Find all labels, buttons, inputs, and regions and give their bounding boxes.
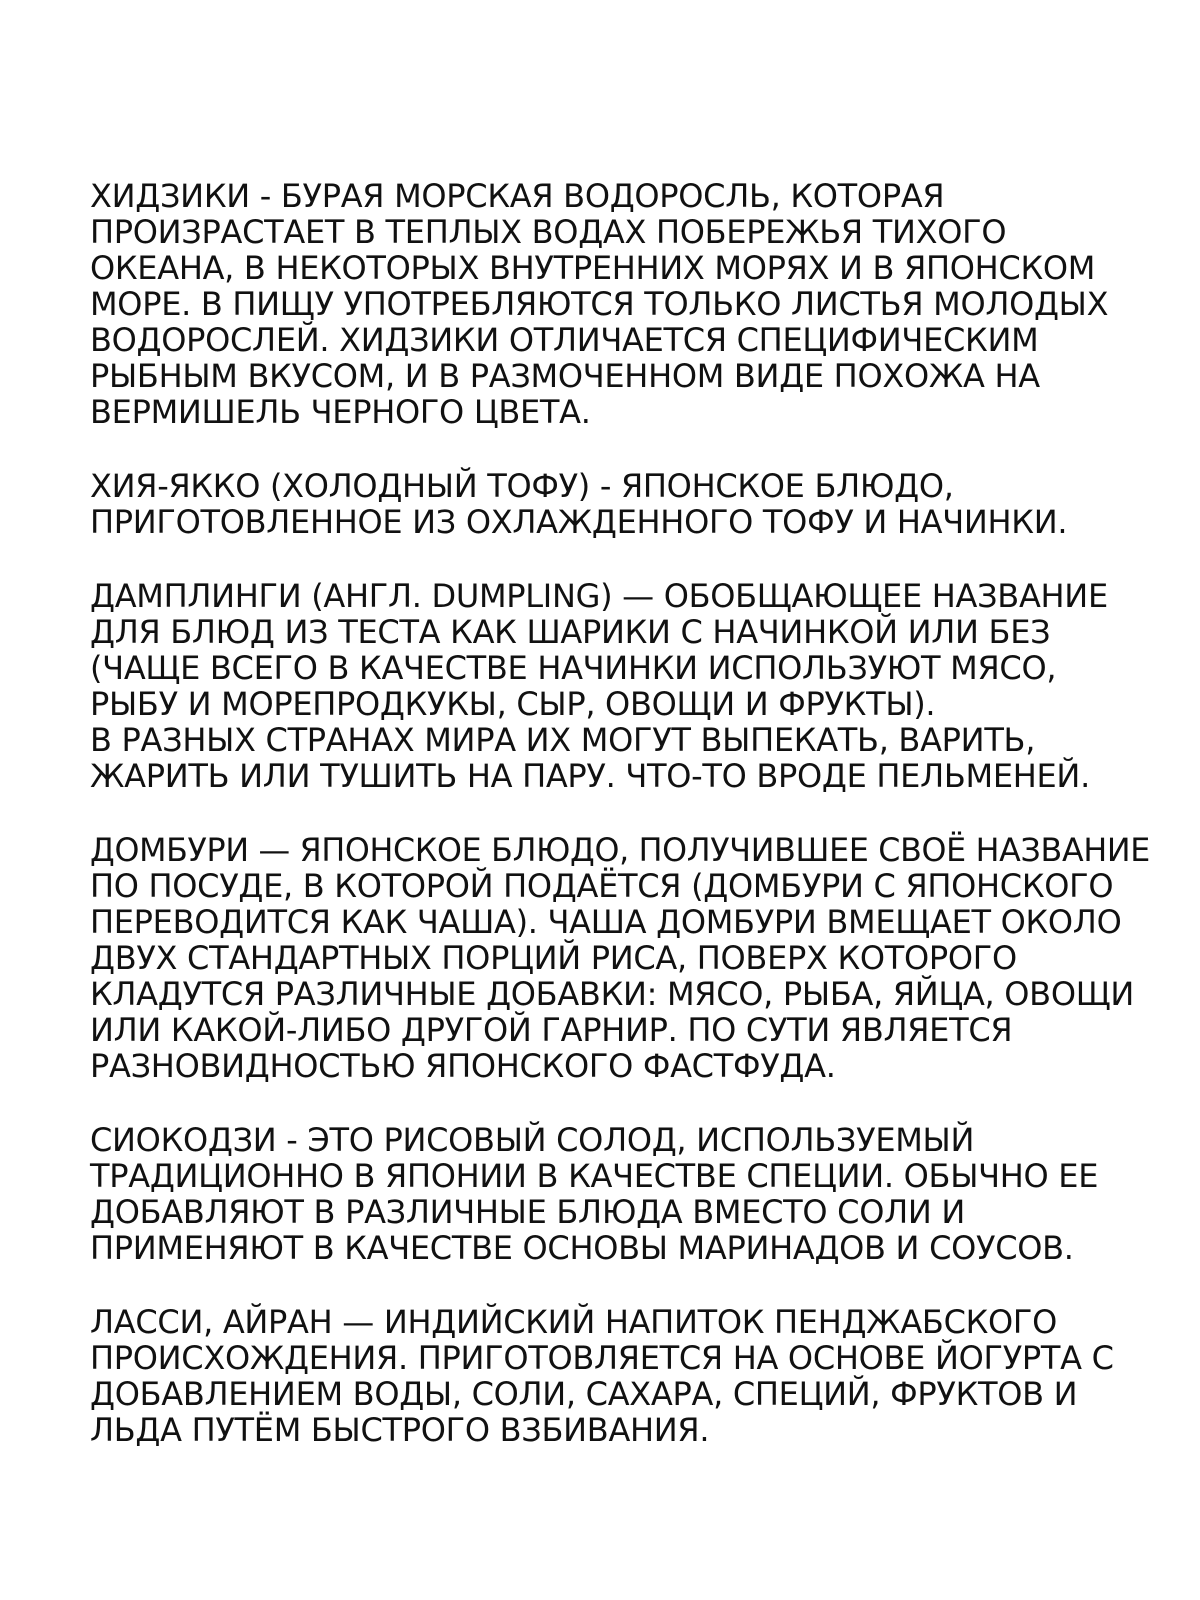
text-line: ПРИГОТОВЛЕННОЕ ИЗ ОХЛАЖДЕННОГО ТОФУ И НАЧИНКИ.	[90, 503, 1068, 541]
text-line: ИЛИ КАКОЙ-ЛИБО ДРУГОЙ ГАРНИР. ПО СУТИ ЯВЛЯЕТСЯ	[90, 1011, 1013, 1049]
text-line: СИОКОДЗИ - ЭТО РИСОВЫЙ СОЛОД, ИСПОЛЬЗУЕМЫЙ	[90, 1121, 975, 1159]
text-line: ОКЕАНА, В НЕКОТОРЫХ ВНУТРЕННИХ МОРЯХ И В ЯПОНСКОМ	[90, 249, 1096, 287]
text-line: РАЗНОВИДНОСТЬЮ ЯПОНСКОГО ФАСТФУДА.	[90, 1047, 836, 1085]
text-line: ДОМБУРИ — ЯПОНСКОЕ БЛЮДО, ПОЛУЧИВШЕЕ СВОЁ НАЗВАНИЕ	[90, 831, 1150, 869]
text-line: ВОДОРОСЛЕЙ. ХИДЗИКИ ОТЛИЧАЕТСЯ СПЕЦИФИЧЕСКИМ	[90, 321, 1039, 359]
text-line: ЖАРИТЬ ИЛИ ТУШИТЬ НА ПАРУ. ЧТО-ТО ВРОДЕ ПЕЛЬМЕНЕЙ.	[90, 757, 1090, 795]
text-line: ХИЯ-ЯККО (ХОЛОДНЫЙ ТОФУ) - ЯПОНСКОЕ БЛЮДО,	[90, 467, 954, 505]
text-line: (ЧАЩЕ ВСЕГО В КАЧЕСТВЕ НАЧИНКИ ИСПОЛЬЗУЮТ МЯСО,	[90, 649, 1057, 687]
text-line: ДЛЯ БЛЮД ИЗ ТЕСТА КАК ШАРИКИ С НАЧИНКОЙ ИЛИ БЕЗ	[90, 613, 1051, 651]
text-line: ПРИМЕНЯЮТ В КАЧЕСТВЕ ОСНОВЫ МАРИНАДОВ И СОУСОВ.	[90, 1229, 1074, 1267]
text-line: В РАЗНЫХ СТРАНАХ МИРА ИХ МОГУТ ВЫПЕКАТЬ, ВАРИТЬ,	[90, 721, 1036, 759]
text-line: ХИДЗИКИ - БУРАЯ МОРСКАЯ ВОДОРОСЛЬ, КОТОРАЯ	[90, 177, 945, 215]
glossary-entry-lassi	[90, 1304, 1150, 1448]
text-line: ПЕРЕВОДИТСЯ КАК ЧАША). ЧАША ДОМБУРИ ВМЕЩАЕТ ОКОЛО	[90, 903, 1122, 941]
text-line: ПО ПОСУДЕ, В КОТОРОЙ ПОДАЁТСЯ (ДОМБУРИ С ЯПОНСКОГО	[90, 867, 1114, 905]
glossary-entry-hijiki	[90, 178, 1150, 430]
text-line: РЫБНЫМ ВКУСОМ, И В РАЗМОЧЕННОМ ВИДЕ ПОХОЖА НА	[90, 357, 1040, 395]
text-line: ДОБАВЛЯЮТ В РАЗЛИЧНЫЕ БЛЮДА ВМЕСТО СОЛИ И	[90, 1193, 965, 1231]
glossary-page	[90, 178, 1150, 1486]
text-line: ВЕРМИШЕЛЬ ЧЕРНОГО ЦВЕТА.	[90, 393, 591, 431]
glossary-entry-hiyayakko	[90, 468, 1150, 540]
text-line: КЛАДУТСЯ РАЗЛИЧНЫЕ ДОБАВКИ: МЯСО, РЫБА, ЯЙЦА, ОВОЩИ	[90, 975, 1135, 1013]
text-line: ЛАССИ, АЙРАН — ИНДИЙСКИЙ НАПИТОК ПЕНДЖАБСКОГО	[90, 1303, 1058, 1341]
glossary-entry-shiokoji	[90, 1122, 1150, 1266]
text-line: ПРОИЗРАСТАЕТ В ТЕПЛЫХ ВОДАХ ПОБЕРЕЖЬЯ ТИХОГО	[90, 213, 1007, 251]
text-line: РЫБУ И МОРЕПРОДКУКЫ, СЫР, ОВОЩИ И ФРУКТЫ).	[90, 685, 936, 723]
glossary-entry-donburi	[90, 832, 1150, 1084]
text-line: ТРАДИЦИОННО В ЯПОНИИ В КАЧЕСТВЕ СПЕЦИИ. ОБЫЧНО ЕЕ	[90, 1157, 1099, 1195]
text-line: ЛЬДА ПУТЁМ БЫСТРОГО ВЗБИВАНИЯ.	[90, 1411, 710, 1449]
text-line: ДОБАВЛЕНИЕМ ВОДЫ, СОЛИ, САХАРА, СПЕЦИЙ, ФРУКТОВ И	[90, 1375, 1078, 1413]
text-line: ПРОИСХОЖДЕНИЯ. ПРИГОТОВЛЯЕТСЯ НА ОСНОВЕ ЙОГУРТА С	[90, 1339, 1114, 1377]
text-line: ДВУХ СТАНДАРТНЫХ ПОРЦИЙ РИСА, ПОВЕРХ КОТОРОГО	[90, 939, 1017, 977]
glossary-entry-dumplings	[90, 578, 1150, 794]
text-line: МОРЕ. В ПИЩУ УПОТРЕБЛЯЮТСЯ ТОЛЬКО ЛИСТЬЯ МОЛОДЫХ	[90, 285, 1109, 323]
text-line: ДАМПЛИНГИ (АНГЛ. DUMPLING) — ОБОБЩАЮЩЕЕ НАЗВАНИЕ	[90, 577, 1108, 615]
